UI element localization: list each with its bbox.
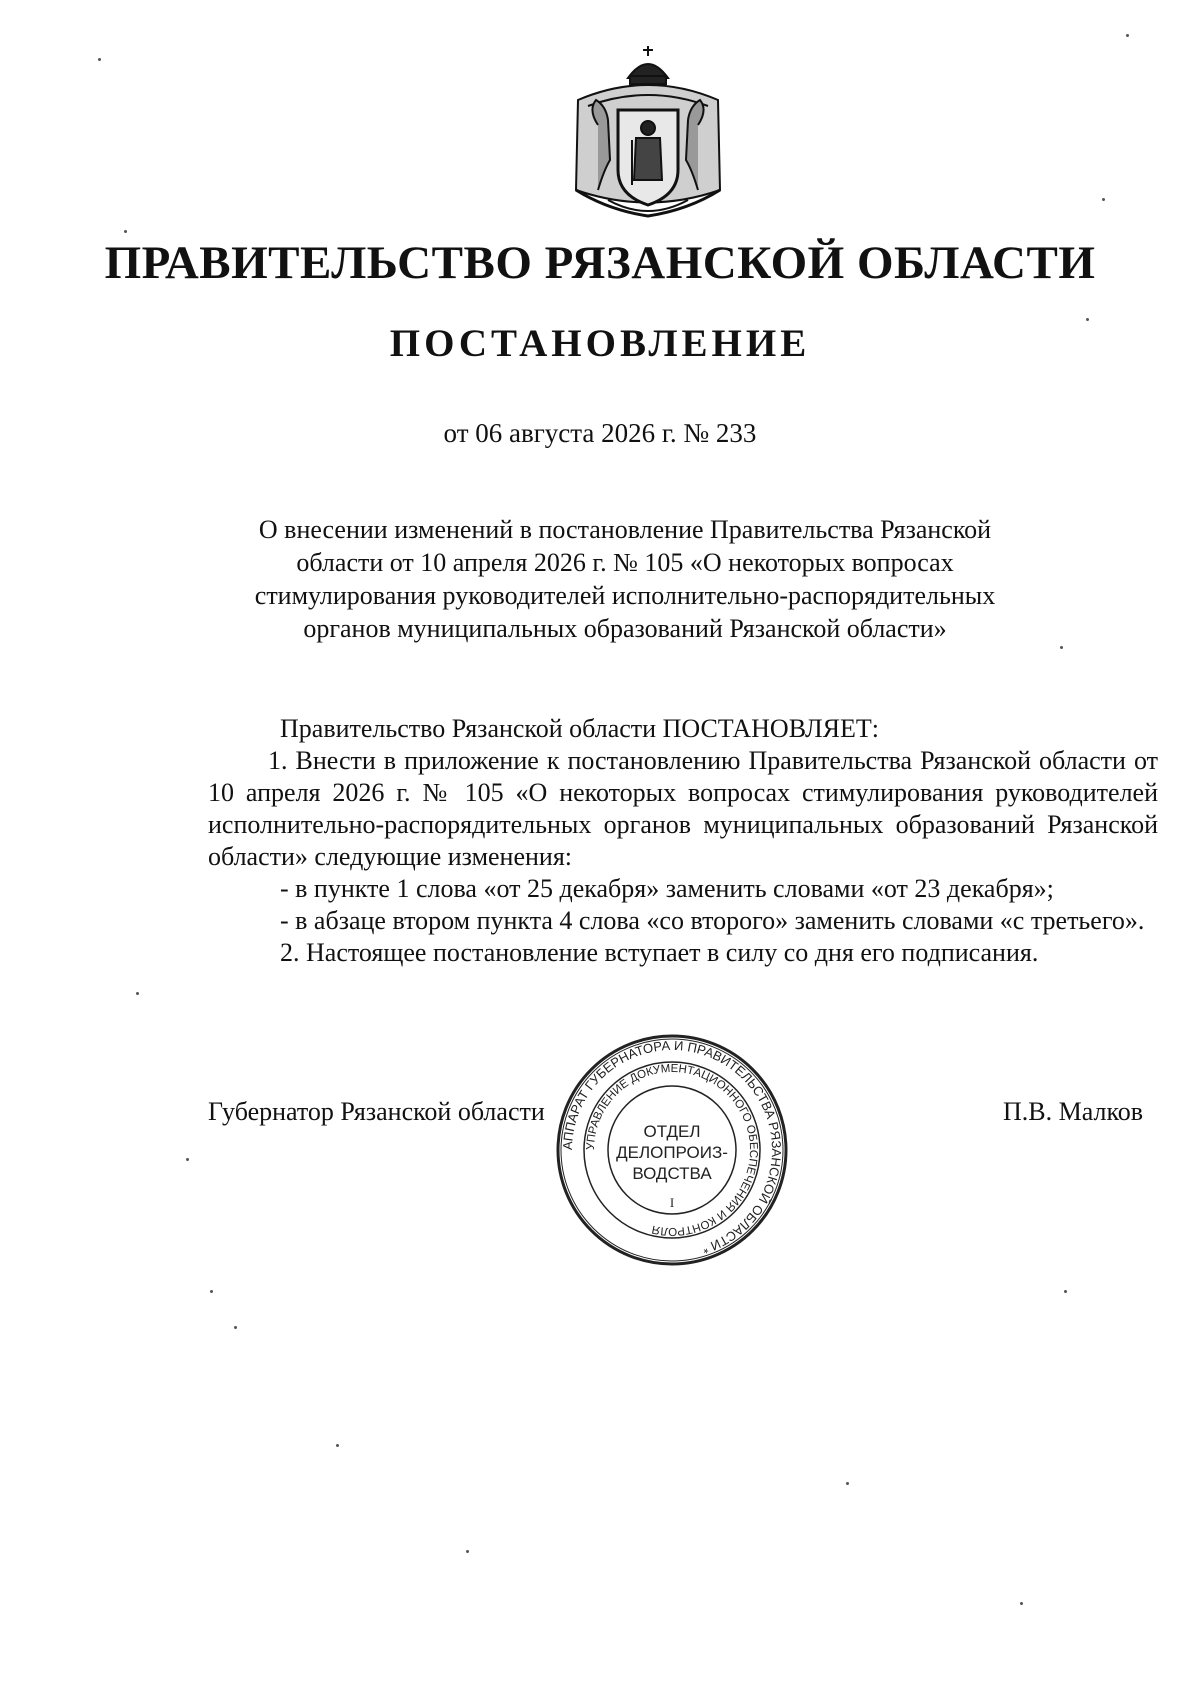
scan-speck: [336, 1444, 339, 1447]
preamble: Правительство Рязанской области ПОСТАНОВЛЯЕТ:: [280, 714, 880, 743]
stamp-number: I: [669, 1195, 675, 1210]
scan-speck: [210, 1290, 213, 1293]
document-subject: [230, 513, 1020, 645]
document-date-number: от 06 августа 2026 г. № 233: [443, 418, 757, 448]
scan-speck: [1086, 318, 1089, 321]
item-1-change-2: - в абзаце втором пункта 4 слова «со второго» заменить словами «с третьего».: [280, 906, 1145, 935]
scan-speck: [846, 1482, 849, 1485]
ryazan-coat-of-arms-icon: [548, 40, 748, 230]
signer-name: П.В. Малков: [1003, 1097, 1144, 1126]
official-stamp: [554, 1032, 790, 1268]
scan-speck: [136, 992, 139, 995]
government-title: ПРАВИТЕЛЬСТВО РЯЗАНСКОЙ ОБЛАСТИ: [104, 237, 1096, 289]
scan-speck: [234, 1326, 237, 1329]
stamp-inner-text: УПРАВЛЕНИЕ ДОКУМЕНТАЦИОННОГО ОБЕСПЕЧЕНИЯ И КОНТРОЛЯ: [584, 1062, 760, 1238]
item-2: 2. Настоящее постановление вступает в силу со дня его подписания.: [280, 938, 1039, 967]
stamp-center-line-3: ВОДСТВА: [632, 1164, 712, 1183]
subject-line: области от 10 апреля 2026 г. № 105 «О некоторых вопросах: [296, 548, 954, 577]
subject-line: органов муниципальных образований Рязанской области»: [303, 614, 947, 643]
subject-line: О внесении изменений в постановление Правительства Рязанской: [258, 515, 992, 544]
scan-speck: [98, 58, 101, 61]
scan-speck: [466, 1550, 469, 1553]
scan-speck: [1020, 1602, 1023, 1605]
scan-speck: [1060, 646, 1063, 649]
scan-speck: [1102, 198, 1105, 201]
item-1: 1. Внести в приложение к постановлению Правительства Рязанской области от 10 апреля 2026 г. № 105 «О некоторых вопросах стимулирования руководителей исполнительно-распорядительных органов муниципальных образований Рязанской области» следующие изменения:: [208, 746, 1158, 871]
stamp-outer-text: АППАРАТ ГУБЕРНАТОРА И ПРАВИТЕЛЬСТВА РЯЗАНСКОЙ ОБЛАСТИ *: [559, 1037, 785, 1257]
scan-speck: [1064, 1290, 1067, 1293]
item-1-change-1: - в пункте 1 слова «от 25 декабря» заменить словами «от 23 декабря»;: [280, 874, 1054, 903]
signer-position: Губернатор Рязанской области: [208, 1097, 545, 1126]
scan-speck: [186, 1158, 189, 1161]
scan-speck: [1126, 34, 1129, 37]
subject-line: стимулирования руководителей исполнительно-распорядительных: [254, 581, 996, 610]
scan-speck: [124, 230, 127, 233]
document-body: [208, 713, 1158, 969]
stamp-center-line-2: ДЕЛОПРОИЗ-: [616, 1143, 728, 1162]
document-type-title: ПОСТАНОВЛЕНИЕ: [389, 322, 811, 365]
stamp-center-line-1: ОТДЕЛ: [643, 1122, 701, 1141]
